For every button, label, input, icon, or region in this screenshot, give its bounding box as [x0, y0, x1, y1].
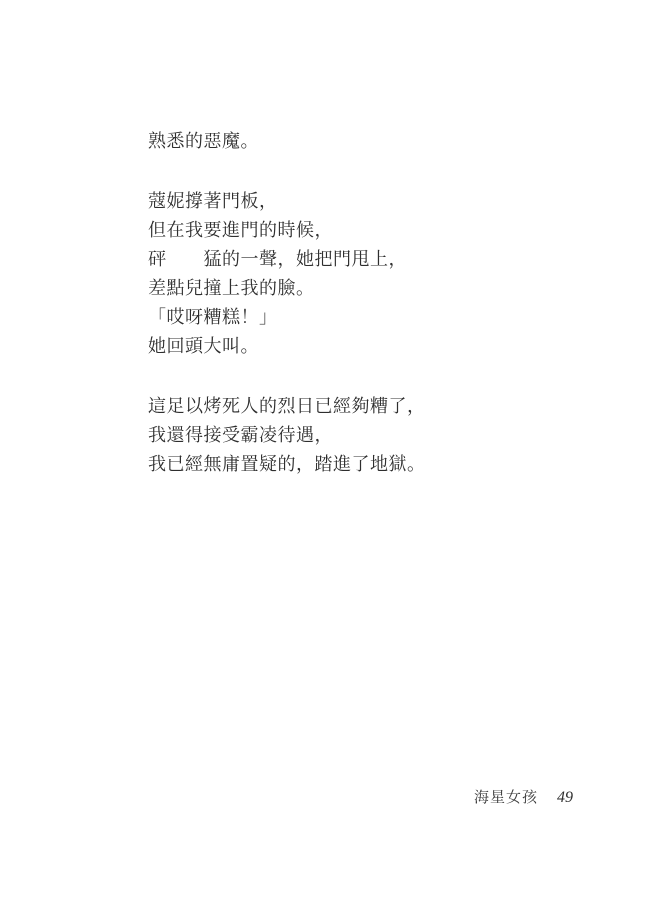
poem-body — [148, 127, 426, 510]
book-title: 海星女孩 — [474, 790, 539, 806]
page-number: 49 — [557, 789, 574, 806]
poem-line: 她回頭大叫。 — [148, 336, 259, 356]
stanza — [148, 187, 426, 361]
poem-line: 差點兒撞上我的臉。 — [148, 278, 315, 298]
poem-line: 「哎呀糟糕！」 — [148, 307, 278, 327]
stanza — [148, 127, 426, 156]
stanza — [148, 392, 426, 479]
poem-line: 砰 猛的一聲，她把門甩上， — [148, 249, 407, 269]
poem-line: 我已經無庸置疑的，踏進了地獄。 — [148, 454, 426, 474]
poem-line: 我還得接受霸凌待遇， — [148, 425, 333, 445]
poem-line: 這足以烤死人的烈日已經夠糟了， — [148, 396, 426, 416]
poem-line: 但在我要進門的時候， — [148, 220, 333, 240]
poem-line: 蔻妮撐著門板， — [148, 191, 278, 211]
poem-line: 熟悉的惡魔。 — [148, 131, 259, 151]
page-footer — [474, 786, 573, 807]
